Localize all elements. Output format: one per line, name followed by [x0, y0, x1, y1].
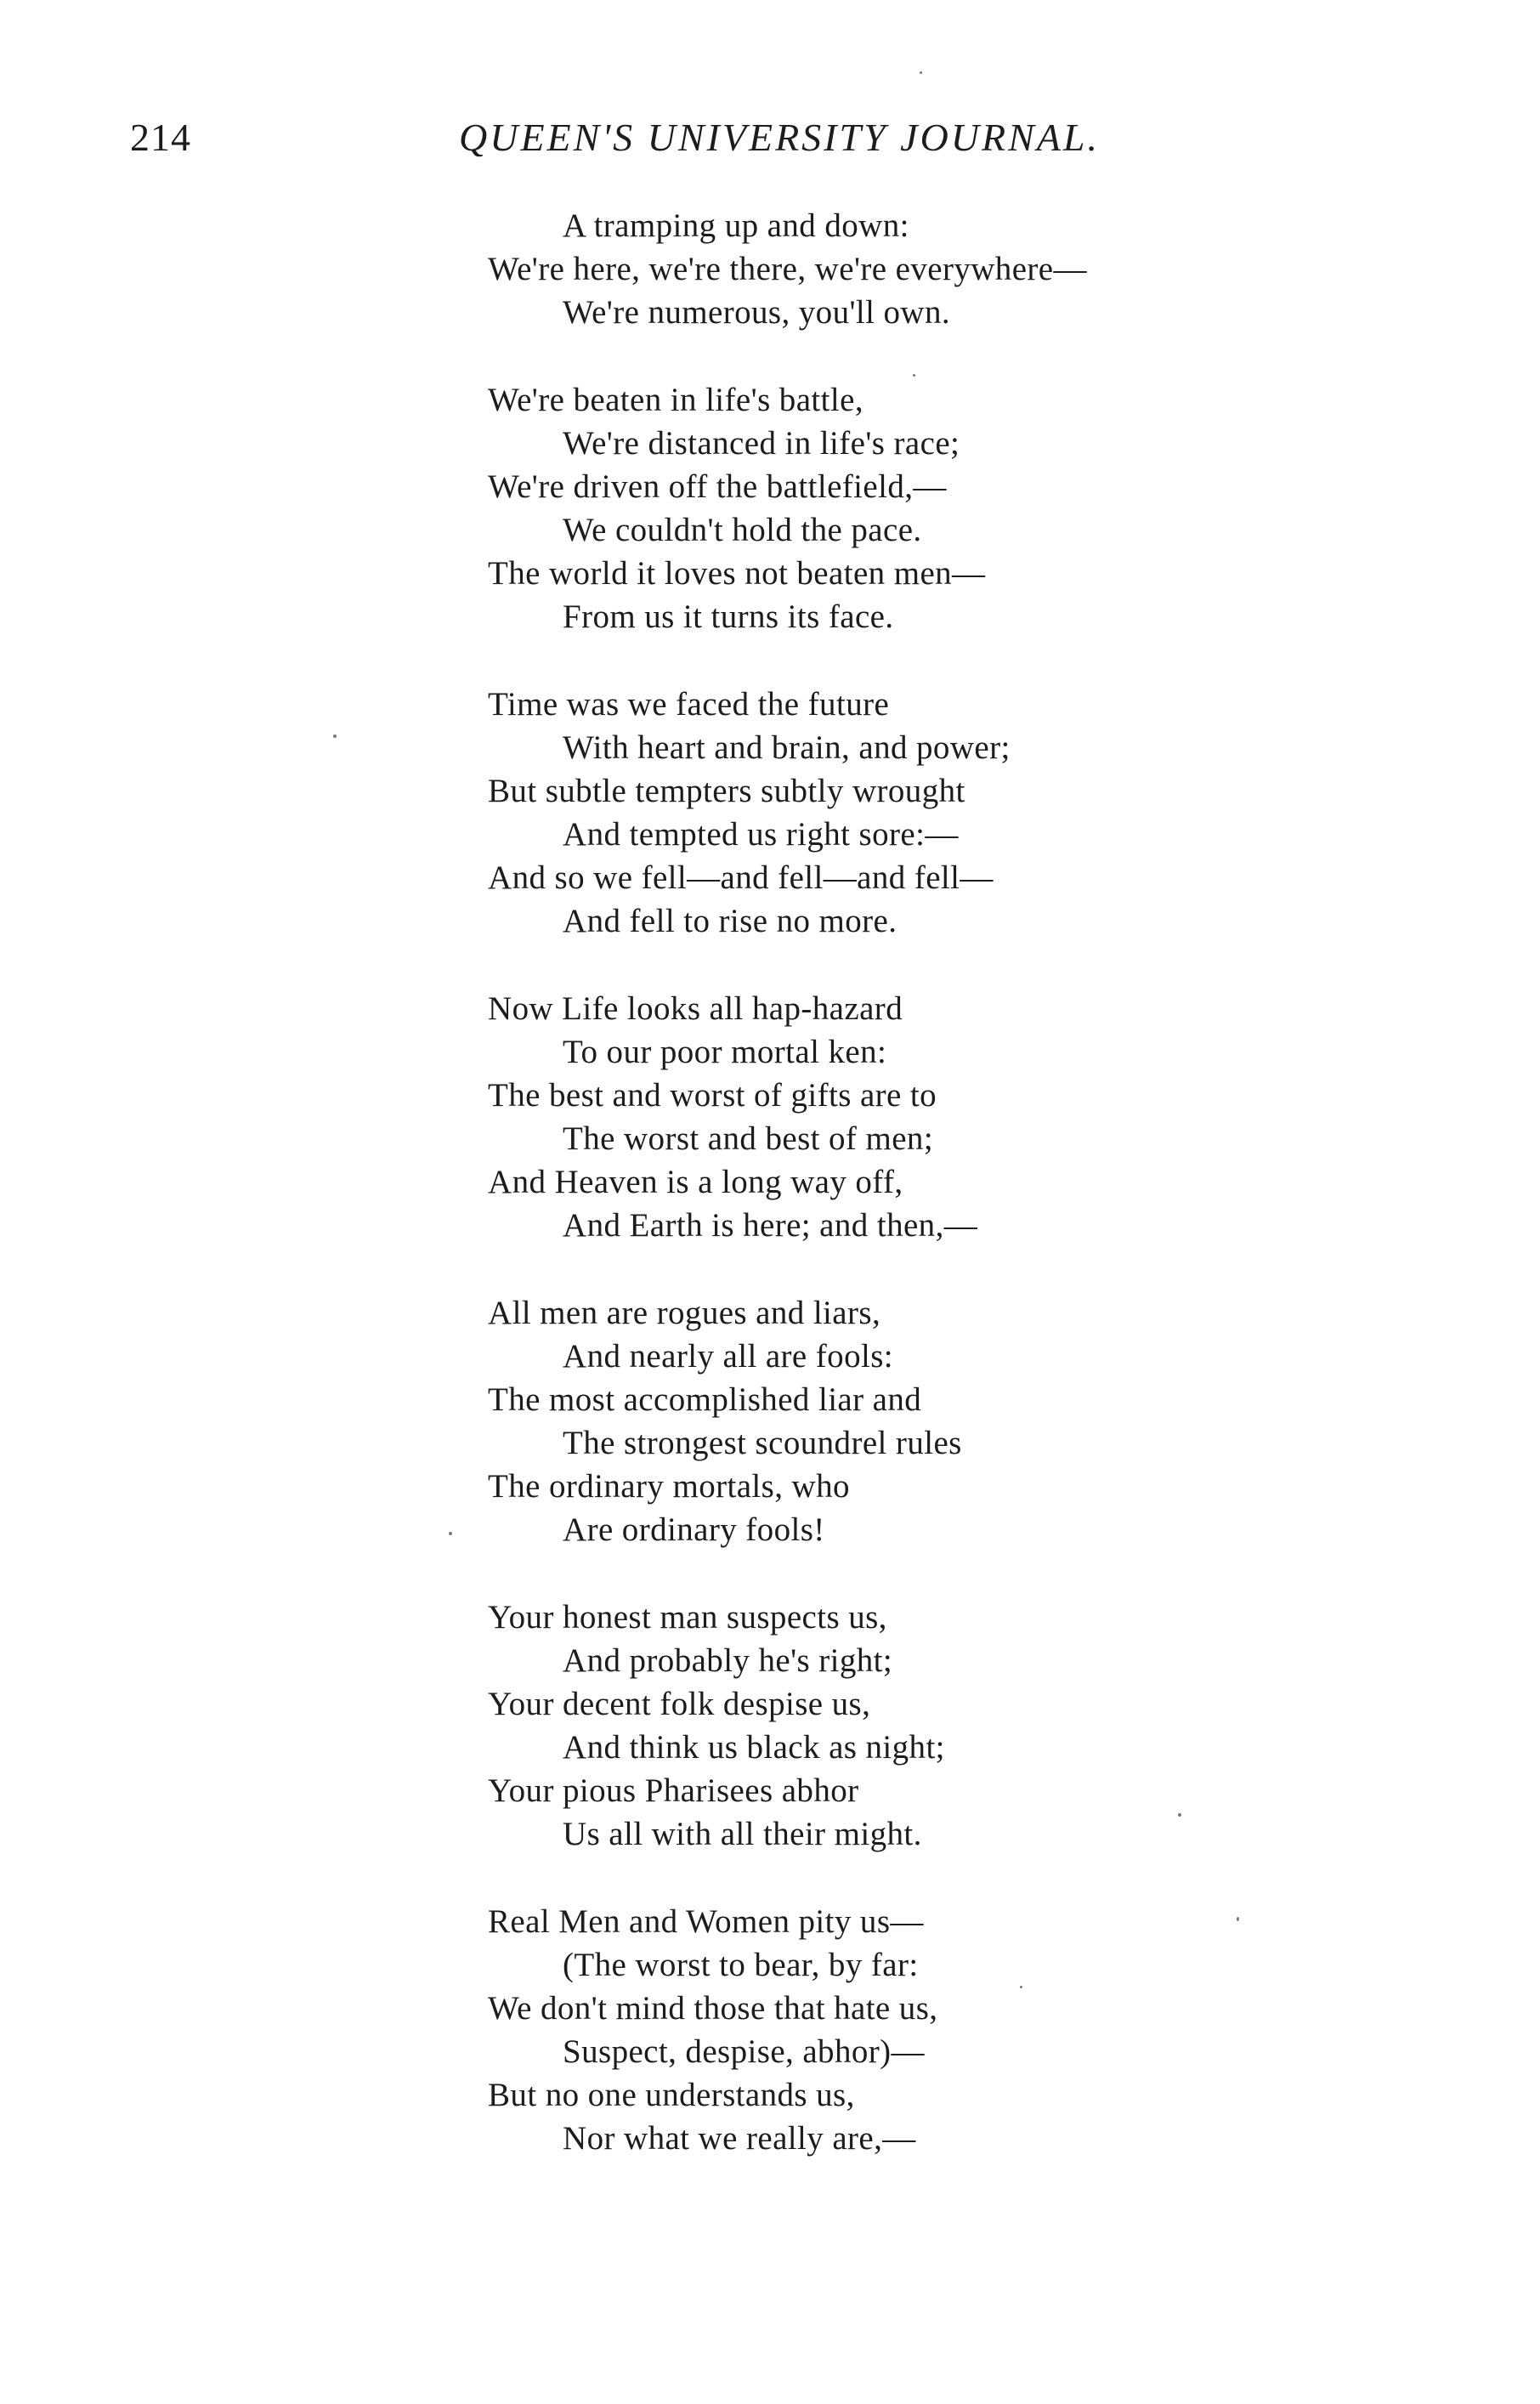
scan-speck — [913, 374, 915, 377]
poem-line: (The worst to bear, by far: — [563, 1947, 919, 1983]
scan-speck — [333, 734, 337, 738]
poem-line: We don't mind those that hate us, — [488, 1990, 938, 2027]
poem-line: We're here, we're there, we're everywhere— — [488, 251, 1087, 287]
poem-line: The strongest scoundrel rules — [563, 1425, 962, 1461]
poem-line: And fell to rise no more. — [563, 903, 897, 939]
poem-line: And tempted us right sore:— — [563, 816, 959, 853]
poem-line: Your pious Pharisees abhor — [488, 1772, 859, 1809]
poem — [488, 204, 1423, 2204]
poem-line: To our poor mortal ken: — [563, 1034, 887, 1070]
poem-line: Time was we faced the future — [488, 686, 890, 723]
poem-line: Nor what we really are,— — [563, 2120, 916, 2157]
stanza — [488, 1900, 1423, 2160]
poem-line: The world it loves not beaten men— — [488, 555, 986, 592]
stanza — [488, 987, 1423, 1247]
stanza — [488, 204, 1423, 334]
poem-line: Now Life looks all hap-hazard — [488, 990, 903, 1027]
poem-line: With heart and brain, and power; — [563, 729, 1011, 766]
poem-line: We're distanced in life's race; — [563, 425, 960, 462]
poem-line: We're numerous, you'll own. — [563, 294, 951, 331]
poem-line: The ordinary mortals, who — [488, 1468, 850, 1505]
poem-line: A tramping up and down: — [563, 207, 909, 244]
stanza — [488, 378, 1423, 638]
poem-line: We're driven off the battlefield,— — [488, 468, 947, 505]
poem-line: The most accomplished liar and — [488, 1381, 922, 1418]
poem-line: And think us black as night; — [563, 1729, 945, 1766]
scan-speck — [1237, 1917, 1239, 1921]
poem-line: The worst and best of men; — [563, 1120, 934, 1157]
poem-line: Real Men and Women pity us— — [488, 1903, 924, 1940]
poem-line: And Heaven is a long way off, — [488, 1164, 903, 1200]
page-number: 214 — [130, 116, 191, 159]
poem-line: From us it turns its face. — [563, 598, 894, 635]
stanza — [488, 683, 1423, 943]
stanza — [488, 1596, 1423, 1856]
poem-line: But subtle tempters subtly wrought — [488, 773, 965, 809]
poem-line: But no one understands us, — [488, 2077, 855, 2113]
poem-line: And so we fell—and fell—and fell— — [488, 859, 994, 896]
poem-line: And Earth is here; and then,— — [563, 1207, 978, 1244]
running-head: QUEEN'S UNIVERSITY JOURNAL. — [459, 116, 1100, 159]
scan-speck — [920, 71, 922, 74]
scan-speck — [1020, 1986, 1022, 1988]
scan-speck — [449, 1532, 452, 1535]
poem-line: We couldn't hold the pace. — [563, 512, 922, 548]
poem-line: And probably he's right; — [563, 1642, 893, 1679]
poem-line: Us all with all their might. — [563, 1816, 922, 1852]
poem-line: The best and worst of gifts are to — [488, 1077, 937, 1114]
poem-line: Suspect, despise, abhor)— — [563, 2033, 925, 2070]
scan-speck — [1178, 1813, 1181, 1817]
stanza — [488, 1291, 1423, 1551]
poem-line: Your decent folk despise us, — [488, 1686, 871, 1722]
poem-line: And nearly all are fools: — [563, 1338, 894, 1375]
poem-line: All men are rogues and liars, — [488, 1295, 881, 1331]
poem-line: Are ordinary fools! — [563, 1511, 825, 1548]
poem-line: Your honest man suspects us, — [488, 1599, 887, 1636]
poem-line: We're beaten in life's battle, — [488, 382, 863, 418]
